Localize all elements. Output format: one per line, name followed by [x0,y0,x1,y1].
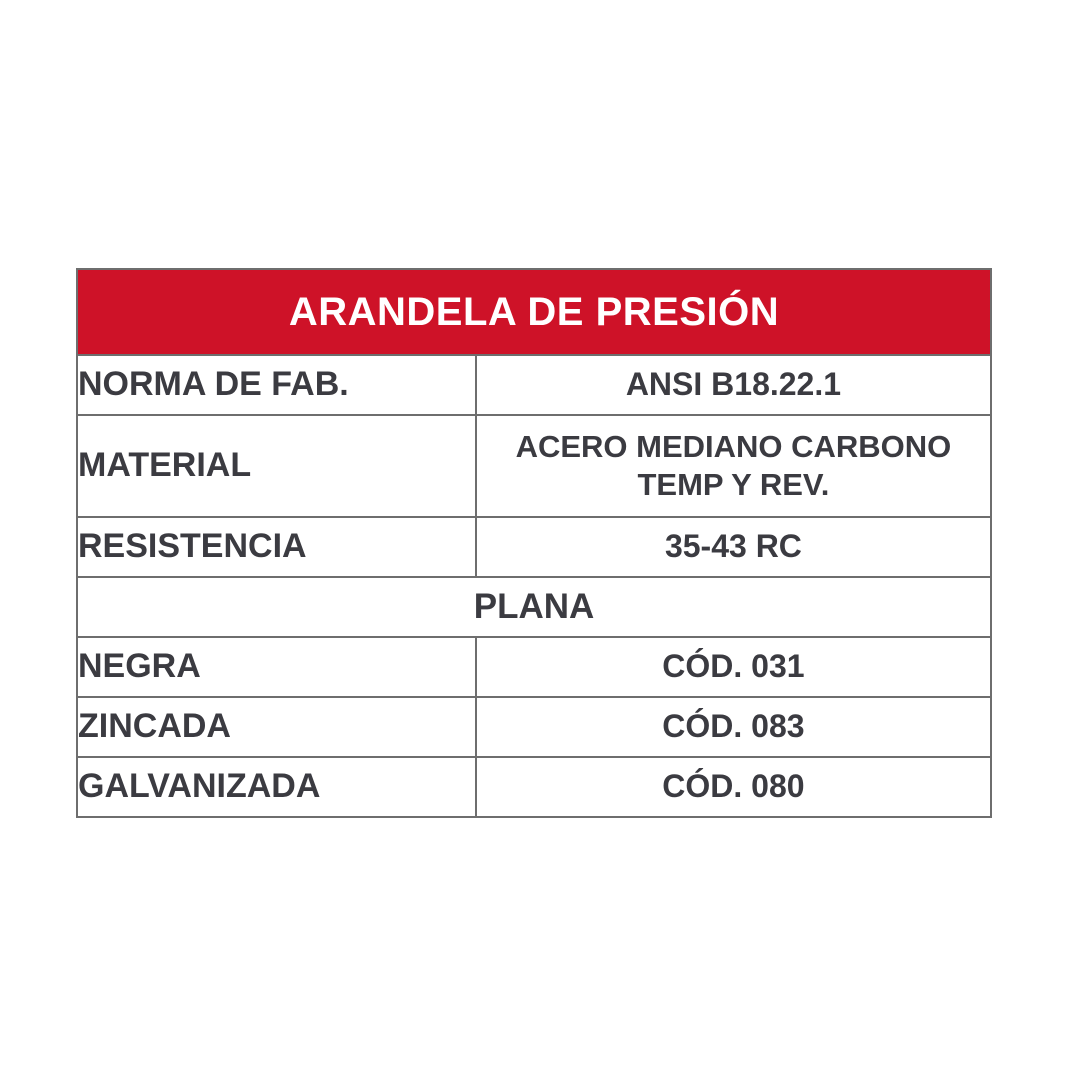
table-row [77,637,991,697]
row-value-galvanizada: CÓD. 080 [476,757,991,817]
table-row [77,697,991,757]
row-label-resistencia: RESISTENCIA [77,517,476,577]
table-row [77,355,991,415]
section-header-plana: PLANA [77,577,991,637]
row-label-galvanizada: GALVANIZADA [77,757,476,817]
row-label-material: MATERIAL [77,415,476,517]
table-title: ARANDELA DE PRESIÓN [77,269,991,355]
table-row [77,757,991,817]
row-value-resistencia: 35-43 RC [476,517,991,577]
row-label-norma: NORMA DE FAB. [77,355,476,415]
table-title-row [77,269,991,355]
table-section-row [77,577,991,637]
row-value-material: ACERO MEDIANO CARBONO TEMP Y REV. [476,415,991,517]
row-value-negra: CÓD. 031 [476,637,991,697]
row-value-zincada: CÓD. 083 [476,697,991,757]
product-spec-table [76,268,992,818]
row-label-negra: NEGRA [77,637,476,697]
row-label-zincada: ZINCADA [77,697,476,757]
table-row [77,415,991,517]
row-value-norma: ANSI B18.22.1 [476,355,991,415]
table-row [77,517,991,577]
